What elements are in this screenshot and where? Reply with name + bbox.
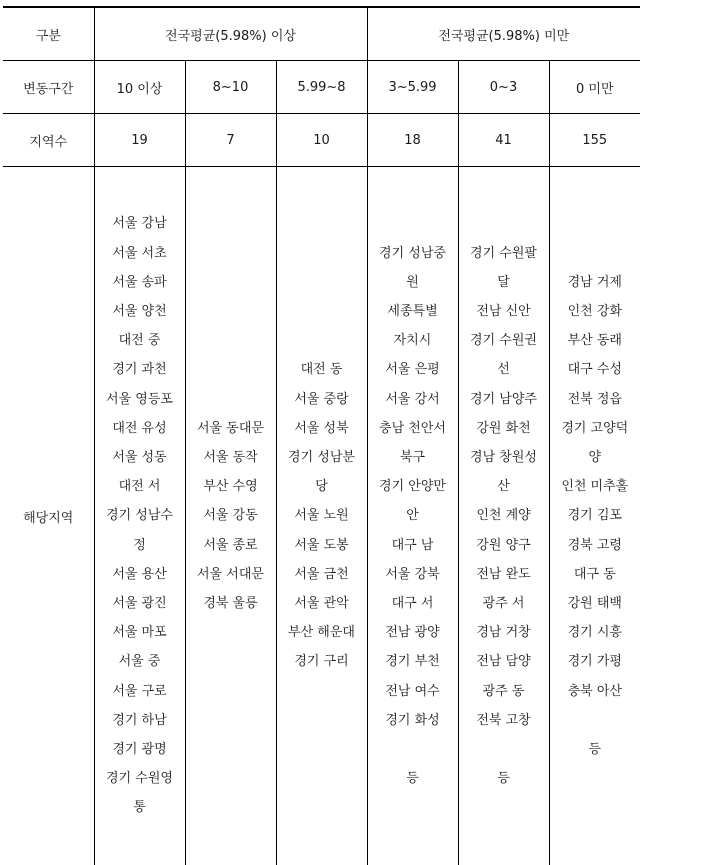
region-item: 경기 고양덕	[561, 420, 629, 436]
count-cell: 10	[276, 114, 367, 167]
region-item: 부산 동래	[567, 333, 622, 349]
region-item: 서울 노원	[294, 508, 349, 524]
region-item: 부산 해운대	[288, 625, 355, 641]
spacer	[593, 706, 597, 735]
region-item: 대구 남	[391, 537, 434, 553]
region-item: 경기 하남	[112, 712, 167, 728]
region-item: 경기 시흥	[567, 625, 622, 641]
region-item: 서울 구로	[112, 683, 167, 699]
region-item: 서울 용산	[112, 566, 167, 582]
region-item: 서울 양천	[112, 303, 167, 319]
region-item: 경기 수원팔	[470, 245, 537, 261]
region-item: 통	[133, 800, 146, 816]
region-list	[286, 355, 357, 676]
region-list-wrapper	[95, 209, 185, 822]
region-list	[195, 414, 266, 618]
region-item: 서울 관악	[294, 596, 349, 611]
header-below-average-cell: 전국평균(5.98%) 미만	[367, 7, 640, 61]
region-item: 경기 성남분	[288, 449, 355, 465]
region-item: 경북 고령	[567, 537, 622, 553]
region-item: 대구 서	[391, 596, 434, 611]
region-item: 경기 수원권	[470, 333, 537, 349]
range-cell: 10 이상	[94, 61, 185, 114]
region-price-change-table	[3, 6, 640, 865]
region-item: 전남 완도	[476, 566, 531, 582]
region-item: 원	[406, 274, 419, 290]
region-item: 대구 수성	[567, 362, 622, 378]
region-item: 양	[588, 449, 602, 465]
range-cell: 0~3	[458, 61, 549, 114]
region-etc-label: 등	[497, 771, 510, 787]
range-row-label: 변동구간	[3, 61, 94, 114]
count-cell: 7	[185, 114, 276, 167]
region-item: 전북 정읍	[567, 391, 622, 407]
region-list-wrapper	[550, 268, 641, 764]
region-item: 강원 화천	[476, 420, 531, 436]
region-item: 세종특별	[387, 303, 438, 319]
region-item: 서울 도봉	[294, 537, 349, 553]
region-item: 서울 금천	[294, 566, 349, 582]
region-item: 안	[406, 508, 419, 524]
region-item: 전남 광양	[385, 625, 440, 641]
region-list-wrapper	[186, 414, 276, 618]
region-item: 경기 부천	[385, 654, 440, 670]
regions-column	[367, 167, 458, 865]
region-item: 강원 양구	[476, 537, 531, 553]
region-item: 산	[497, 479, 510, 495]
region-item: 경기 가평	[567, 654, 622, 670]
count-cell: 41	[458, 114, 549, 167]
region-item: 북구	[399, 449, 426, 465]
region-item: 경기 김포	[567, 508, 622, 524]
region-item: 경기 과천	[112, 362, 167, 378]
region-item: 서울 강남	[112, 216, 167, 232]
region-list	[559, 268, 630, 706]
region-item: 경남 거제	[567, 274, 622, 290]
region-item: 경북 울릉	[203, 596, 258, 611]
range-cell: 8~10	[185, 61, 276, 114]
region-item: 서울 서대문	[197, 566, 264, 582]
region-item: 경기 광명	[112, 742, 167, 758]
regions-column	[458, 167, 549, 865]
header-above-average-cell: 전국평균(5.98%) 이상	[94, 7, 367, 61]
region-etc-label: 등	[588, 742, 602, 758]
header-category-cell: 구분	[3, 7, 94, 61]
region-item: 경기 화성	[385, 712, 440, 728]
region-item: 서울 서초	[112, 245, 167, 261]
region-item: 대전 중	[118, 333, 161, 349]
header-row	[3, 7, 640, 61]
regions-column	[549, 167, 640, 865]
region-item: 전북 고창	[476, 712, 531, 728]
region-item: 인천 강화	[567, 303, 622, 319]
count-cell: 18	[367, 114, 458, 167]
region-item: 경기 안양만	[379, 479, 446, 495]
region-item: 달	[497, 274, 510, 290]
region-item: 대전 동	[300, 362, 343, 378]
region-list	[377, 239, 448, 735]
region-item: 서울 성동	[112, 449, 167, 465]
region-item: 서울 강서	[385, 391, 440, 407]
regions-row	[3, 167, 640, 865]
region-item: 서울 성북	[294, 420, 349, 436]
count-row	[3, 114, 640, 167]
region-etc-label: 등	[406, 771, 419, 787]
region-item: 서울 중랑	[294, 391, 349, 407]
regions-column	[94, 167, 185, 865]
region-item: 서울 종로	[203, 537, 258, 553]
region-list	[104, 209, 175, 822]
region-item: 경기 남양주	[470, 391, 537, 407]
region-item: 인천 미추홀	[561, 479, 629, 495]
region-item: 서울 광진	[112, 596, 167, 611]
range-cell: 5.99~8	[276, 61, 367, 114]
count-cell: 155	[549, 114, 640, 167]
region-list-wrapper	[459, 239, 549, 794]
region-item: 인천 계양	[476, 508, 531, 524]
region-item: 부산 수영	[203, 479, 258, 495]
region-item: 서울 은평	[385, 362, 440, 378]
region-list-wrapper	[277, 355, 367, 676]
count-row-label: 지역수	[3, 114, 94, 167]
range-cell: 3~5.99	[367, 61, 458, 114]
region-item: 서울 강북	[385, 566, 440, 582]
region-item: 충북 아산	[567, 683, 622, 699]
region-item: 경남 창원성	[470, 449, 537, 465]
region-item: 정	[133, 537, 146, 553]
regions-row-label: 해당지역	[23, 510, 74, 526]
count-cell: 19	[94, 114, 185, 167]
region-item: 대구 동	[573, 566, 616, 582]
region-item: 대전 서	[118, 479, 161, 495]
region-list	[468, 239, 539, 735]
region-item: 강원 태백	[567, 596, 622, 611]
range-row	[3, 61, 640, 114]
region-item: 광주 동	[482, 683, 525, 699]
region-list-wrapper	[368, 239, 458, 794]
region-item: 서울 마포	[112, 625, 167, 641]
region-item: 서울 영등포	[106, 391, 173, 407]
region-item: 자치시	[393, 333, 432, 349]
region-item: 광주 서	[482, 596, 525, 611]
regions-column	[276, 167, 367, 865]
region-item: 경기 구리	[294, 654, 349, 670]
region-item: 경기 성남중	[379, 245, 446, 261]
region-item: 서울 송파	[112, 274, 167, 290]
region-item: 경기 성남수	[106, 508, 173, 524]
spacer	[410, 735, 414, 764]
region-item: 경기 수원영	[106, 771, 173, 787]
region-item: 서울 동작	[203, 449, 258, 465]
region-item: 충남 천안서	[379, 420, 446, 436]
region-item: 전남 담양	[476, 654, 531, 670]
regions-column	[185, 167, 276, 865]
region-item: 전남 여수	[385, 683, 440, 699]
region-item: 전남 신안	[476, 303, 531, 319]
range-cell: 0 미만	[549, 61, 640, 114]
spacer	[501, 735, 505, 764]
region-item: 서울 중	[118, 654, 161, 670]
region-item: 당	[315, 479, 328, 495]
region-item: 서울 강동	[203, 508, 258, 524]
region-item: 대전 유성	[112, 420, 167, 436]
region-item: 선	[497, 362, 510, 378]
region-item: 경남 거창	[476, 625, 531, 641]
region-item: 서울 동대문	[197, 420, 264, 436]
